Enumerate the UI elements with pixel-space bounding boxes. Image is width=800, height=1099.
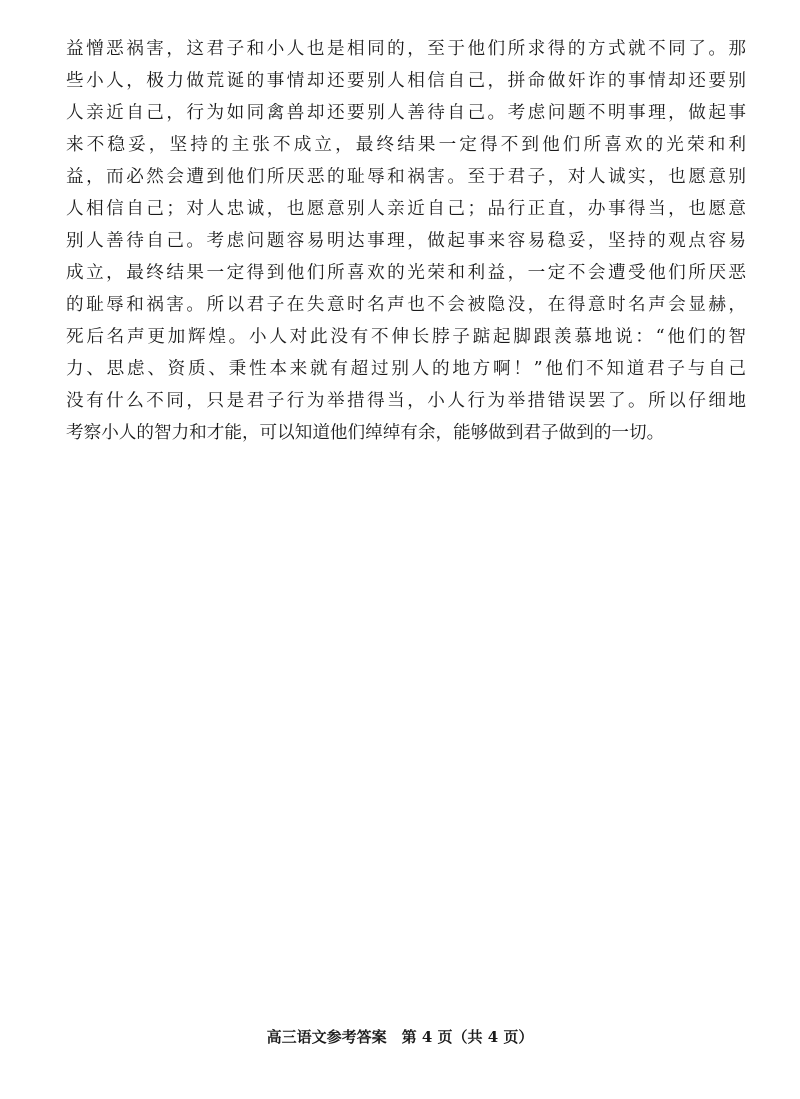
text-line: 成立，最终结果一定得到他们所喜欢的光荣和利益，一定不会遭受他们所厌恶 (66, 263, 746, 283)
answer-text-body (66, 33, 746, 449)
text-line: 人相信自己；对人忠诚，也愿意别人亲近自己；品行正直，办事得当，也愿意 (66, 199, 746, 219)
text-line: 些小人，极力做荒诞的事情却还要别人相信自己，拼命做奸诈的事情却还要别 (66, 71, 746, 91)
text-line: 没有什么不同，只是君子行为举措得当，小人行为举措错误罢了。所以仔细地 (66, 391, 746, 411)
text-line: 力、思虑、资质、秉性本来就有超过别人的地方啊！”他们不知道君子与自己 (66, 359, 746, 379)
page-footer: 高三语文参考答案 第 4 页（共 4 页） (266, 1028, 534, 1046)
text-line: 人亲近自己，行为如同禽兽却还要别人善待自己。考虑问题不明事理，做起事 (66, 103, 746, 123)
text-line: 的耻辱和祸害。所以君子在失意时名声也不会被隐没，在得意时名声会显赫， (66, 295, 746, 315)
text-line: 益憎恶祸害，这君子和小人也是相同的，至于他们所求得的方式就不同了。那 (66, 39, 746, 59)
text-line: 别人善待自己。考虑问题容易明达事理，做起事来容易稳妥，坚持的观点容易 (66, 231, 746, 251)
text-line: 益，而必然会遭到他们所厌恶的耻辱和祸害。至于君子，对人诚实，也愿意别 (66, 167, 746, 187)
text-line: 死后名声更加辉煌。小人对此没有不伸长脖子踮起脚跟羡慕地说：“他们的智 (66, 327, 746, 347)
text-line: 来不稳妥，坚持的主张不成立，最终结果一定得不到他们所喜欢的光荣和利 (66, 135, 746, 155)
text-line: 考察小人的智力和才能，可以知道他们绰绰有余，能够做到君子做到的一切。 (66, 423, 665, 443)
